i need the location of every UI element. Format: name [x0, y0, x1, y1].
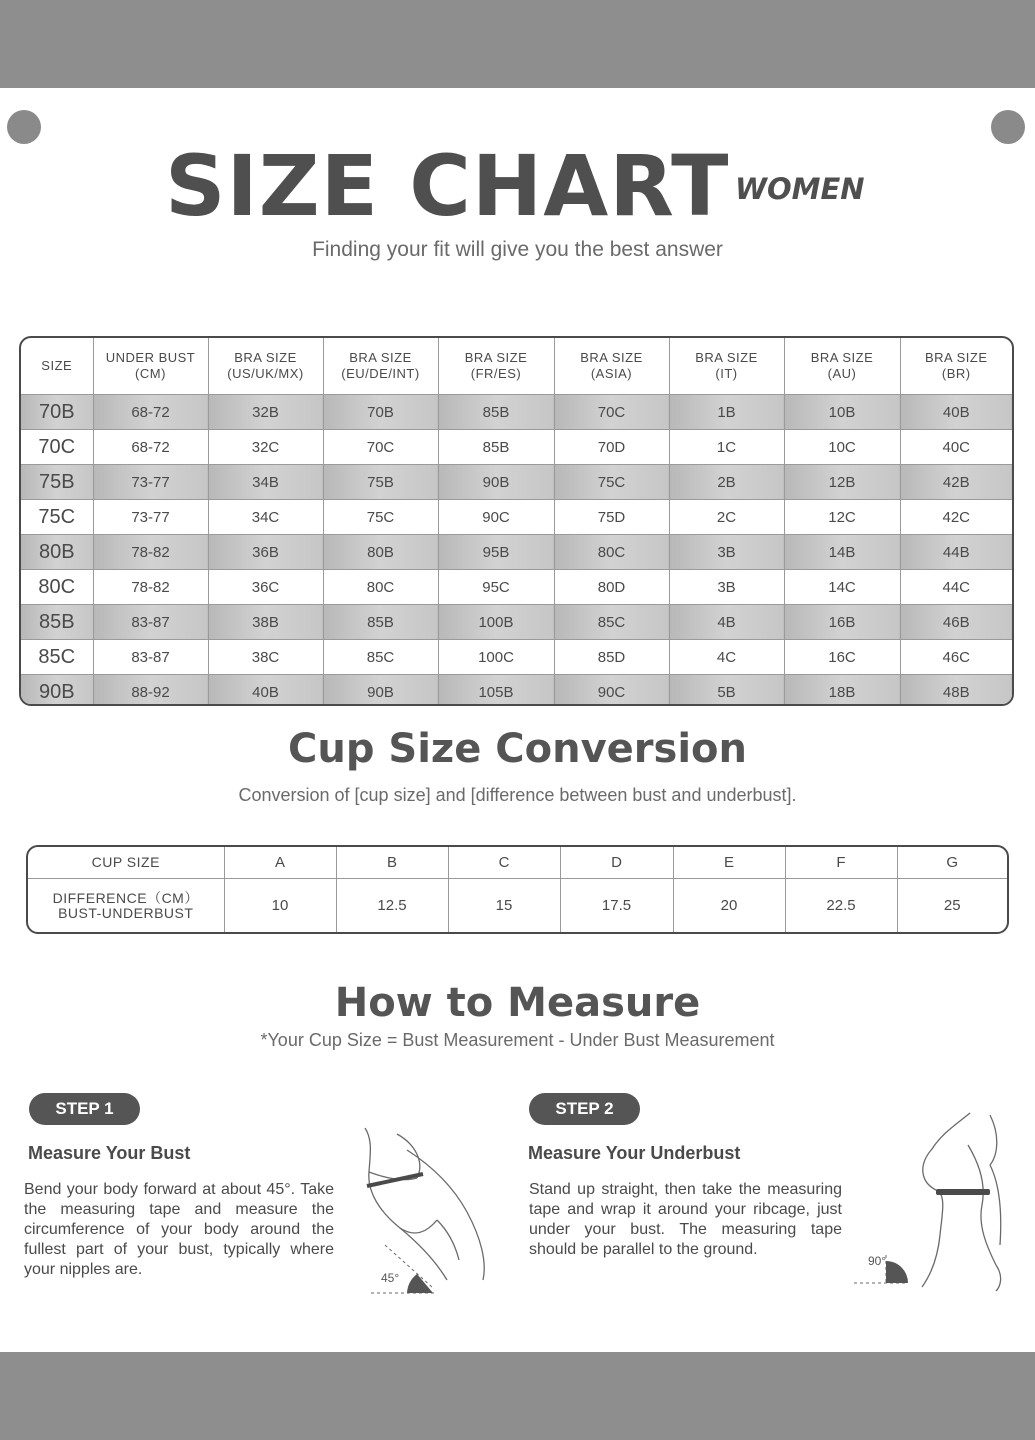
- table-cell: 80B: [21, 535, 93, 570]
- cup-size-row: [28, 847, 1007, 879]
- table-cell: 40C: [900, 430, 1012, 465]
- bottom-band: [0, 1352, 1035, 1440]
- cup-section-note: Conversion of [cup size] and [difference between bust and underbust].: [238, 785, 797, 805]
- table-cell: 70C: [554, 395, 669, 430]
- cup-section-title: Cup Size Conversion: [288, 726, 747, 772]
- table-cell: 70B: [323, 395, 438, 430]
- table-cell: 78-82: [93, 570, 208, 605]
- table-row: [21, 430, 1012, 465]
- cup-size-label: CUP SIZE: [28, 847, 224, 879]
- table-cell: 90C: [554, 675, 669, 707]
- table-cell: 85C: [554, 605, 669, 640]
- table-cell: 32B: [208, 395, 323, 430]
- cup-diff-cell: 20: [673, 879, 785, 932]
- table-cell: 70C: [21, 430, 93, 465]
- table-cell: 16C: [784, 640, 900, 675]
- table-cell: 16B: [784, 605, 900, 640]
- corner-dot-right: [991, 110, 1025, 144]
- bust-measure-illustration: [355, 1120, 500, 1300]
- table-row: [21, 535, 1012, 570]
- table-cell: 100B: [438, 605, 554, 640]
- table-row: [21, 675, 1012, 707]
- table-cell: 80D: [554, 570, 669, 605]
- table-cell: 80B: [323, 535, 438, 570]
- table-cell: 85B: [21, 605, 93, 640]
- table-cell: 14C: [784, 570, 900, 605]
- table-row: [21, 395, 1012, 430]
- table-cell: 10C: [784, 430, 900, 465]
- cup-diff-cell: 15: [448, 879, 560, 932]
- header-bra-fr: BRA SIZE (FR/ES): [438, 338, 554, 395]
- table-row: [21, 640, 1012, 675]
- table-cell: 75C: [554, 465, 669, 500]
- table-cell: 1B: [669, 395, 784, 430]
- table-cell: 48B: [900, 675, 1012, 707]
- table-cell: 90B: [438, 465, 554, 500]
- table-cell: 46C: [900, 640, 1012, 675]
- table-cell: 88-92: [93, 675, 208, 707]
- corner-dot-left: [7, 110, 41, 144]
- cup-size-cell: D: [560, 847, 673, 879]
- table-cell: 44B: [900, 535, 1012, 570]
- table-cell: 83-87: [93, 605, 208, 640]
- table-cell: 95B: [438, 535, 554, 570]
- header-bra-br: BRA SIZE (BR): [900, 338, 1012, 395]
- table-cell: 85B: [438, 430, 554, 465]
- step1-pill: STEP 1: [29, 1093, 140, 1125]
- table-cell: 42C: [900, 500, 1012, 535]
- header-size: SIZE: [21, 338, 93, 395]
- table-cell: 3B: [669, 535, 784, 570]
- table-cell: 78-82: [93, 535, 208, 570]
- size-table-header-row: [21, 338, 1012, 395]
- top-band: [0, 0, 1035, 88]
- table-cell: 75B: [21, 465, 93, 500]
- table-cell: 85B: [438, 395, 554, 430]
- table-cell: 85B: [323, 605, 438, 640]
- header-bra-us: BRA SIZE (US/UK/MX): [208, 338, 323, 395]
- table-cell: 34C: [208, 500, 323, 535]
- table-cell: 90B: [21, 675, 93, 707]
- cup-size-cell: B: [336, 847, 448, 879]
- table-row: [21, 500, 1012, 535]
- cup-size-cell: F: [785, 847, 897, 879]
- table-cell: 70D: [554, 430, 669, 465]
- table-row: [21, 465, 1012, 500]
- table-cell: 18B: [784, 675, 900, 707]
- table-cell: 38B: [208, 605, 323, 640]
- table-cell: 73-77: [93, 465, 208, 500]
- table-cell: 14B: [784, 535, 900, 570]
- cup-diff-cell: 12.5: [336, 879, 448, 932]
- table-cell: 75C: [21, 500, 93, 535]
- cup-diff-cell: 10: [224, 879, 336, 932]
- table-cell: 40B: [900, 395, 1012, 430]
- cup-diff-cell: 22.5: [785, 879, 897, 932]
- table-cell: 5B: [669, 675, 784, 707]
- cup-size-cell: E: [673, 847, 785, 879]
- cup-size-cell: C: [448, 847, 560, 879]
- table-cell: 42B: [900, 465, 1012, 500]
- page-title: SIZE CHART: [165, 137, 730, 235]
- cup-table: [26, 845, 1009, 934]
- table-cell: 80C: [21, 570, 93, 605]
- angle-45-label: 45°: [381, 1271, 400, 1285]
- table-cell: 100C: [438, 640, 554, 675]
- measure-formula: *Your Cup Size = Bust Measurement - Under Bust Measurement: [260, 1030, 775, 1050]
- size-table: [19, 336, 1014, 706]
- cup-size-cell: G: [897, 847, 1007, 879]
- table-cell: 75C: [323, 500, 438, 535]
- step1-text: Bend your body forward at about 45°. Take the measuring tape and measure the circumference of your body around the fullest part of your bust, typically where your nipples are.: [24, 1181, 334, 1278]
- table-cell: 90B: [323, 675, 438, 707]
- table-cell: 12C: [784, 500, 900, 535]
- header-bra-asia: BRA SIZE (ASIA): [554, 338, 669, 395]
- table-cell: 36B: [208, 535, 323, 570]
- gender-tag: WOMEN: [735, 172, 865, 206]
- cup-diff-label: DIFFERENCE（CM） BUST-UNDERBUST: [28, 879, 224, 932]
- table-cell: 85C: [21, 640, 93, 675]
- page-subtitle: Finding your fit will give you the best answer: [312, 238, 723, 261]
- table-cell: 44C: [900, 570, 1012, 605]
- measure-section-title: How to Measure: [334, 980, 701, 1026]
- table-cell: 80C: [323, 570, 438, 605]
- table-cell: 10B: [784, 395, 900, 430]
- table-cell: 85D: [554, 640, 669, 675]
- table-cell: 75D: [554, 500, 669, 535]
- step2-pill: STEP 2: [529, 1093, 640, 1125]
- step2-title: Measure Your Underbust: [528, 1143, 741, 1163]
- table-cell: 75B: [323, 465, 438, 500]
- table-cell: 80C: [554, 535, 669, 570]
- table-cell: 2B: [669, 465, 784, 500]
- table-cell: 83-87: [93, 640, 208, 675]
- step1-title: Measure Your Bust: [28, 1143, 191, 1163]
- table-cell: 3B: [669, 570, 784, 605]
- table-cell: 68-72: [93, 430, 208, 465]
- table-cell: 12B: [784, 465, 900, 500]
- table-cell: 73-77: [93, 500, 208, 535]
- table-cell: 40B: [208, 675, 323, 707]
- table-cell: 32C: [208, 430, 323, 465]
- underbust-measure-illustration: [850, 1105, 1020, 1295]
- table-cell: 68-72: [93, 395, 208, 430]
- table-cell: 4B: [669, 605, 784, 640]
- cup-diff-cell: 17.5: [560, 879, 673, 932]
- table-cell: 70B: [21, 395, 93, 430]
- header-under-bust: UNDER BUST (CM): [93, 338, 208, 395]
- cup-diff-cell: 25: [943, 897, 961, 915]
- table-cell: 38C: [208, 640, 323, 675]
- cup-size-cell: A: [224, 847, 336, 879]
- table-cell: 70C: [323, 430, 438, 465]
- table-cell: 34B: [208, 465, 323, 500]
- table-cell: 85C: [323, 640, 438, 675]
- table-row: [21, 570, 1012, 605]
- table-cell: 46B: [900, 605, 1012, 640]
- cup-diff-row: [28, 879, 1007, 932]
- table-cell: 90C: [438, 500, 554, 535]
- angle-90-label: 90°: [868, 1254, 887, 1268]
- header-bra-au: BRA SIZE (AU): [784, 338, 900, 395]
- table-cell: 105B: [438, 675, 554, 707]
- table-cell: 95C: [438, 570, 554, 605]
- table-cell: 2C: [669, 500, 784, 535]
- header-bra-eu: BRA SIZE (EU/DE/INT): [323, 338, 438, 395]
- table-row: [21, 605, 1012, 640]
- table-cell: 1C: [669, 430, 784, 465]
- header-bra-it: BRA SIZE (IT): [669, 338, 784, 395]
- table-cell: 36C: [208, 570, 323, 605]
- table-cell: 4C: [669, 640, 784, 675]
- step2-text: Stand up straight, then take the measuring tape and wrap it around your ribcage, just under your bust. The measuring tape should be parallel to the ground.: [529, 1181, 842, 1258]
